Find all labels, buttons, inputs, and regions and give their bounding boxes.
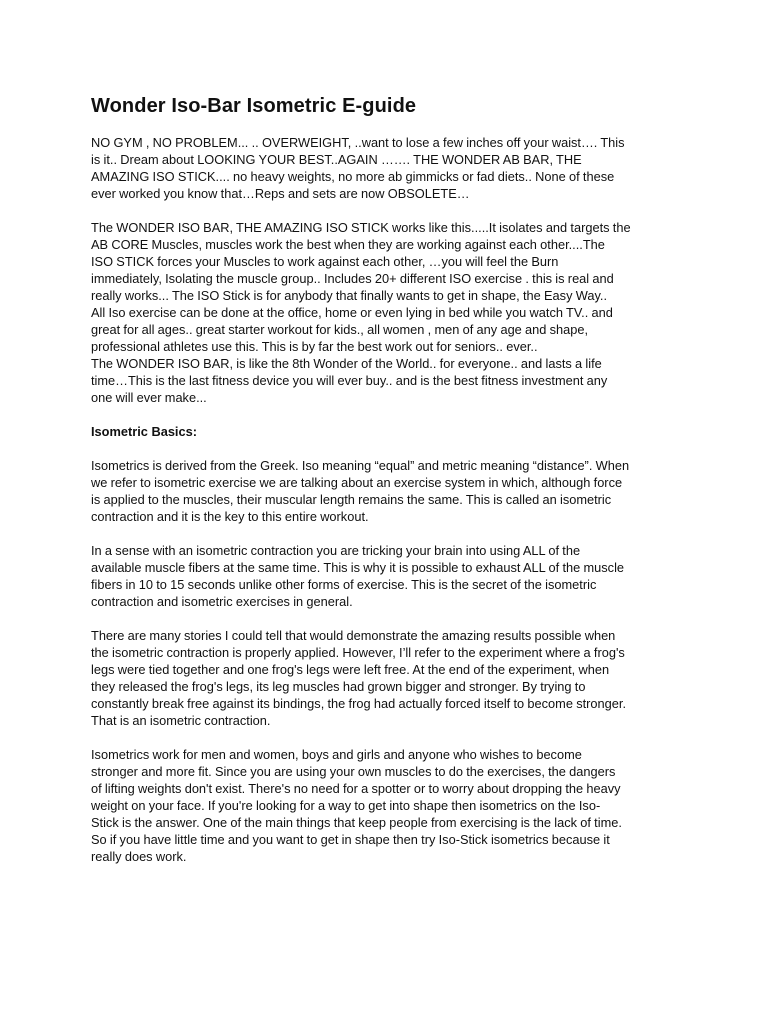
section-heading-isometric-basics: Isometric Basics: (91, 424, 197, 439)
body-paragraph-1: Isometrics is derived from the Greek. Iso meaning “equal” and metric meaning “distance”. When we refer to isometric exercise we are talking about an exercise system in which, although force is applied to the muscles, their muscular length remains the same. This is called an isometric contraction and it is the key to this entire workout. (91, 458, 630, 524)
intro-paragraph-3: The WONDER ISO BAR, is like the 8th Wonder of the World.. for everyone.. and lasts a life time…This is the last fitness device you will ever buy.. and is the best fitness investment any one will ever make... (91, 356, 608, 405)
intro-paragraph-1: NO GYM , NO PROBLEM... .. OVERWEIGHT, ..want to lose a few inches off your waist…. This is it.. Dream about LOOKING YOUR BEST..AGAIN ……. THE WONDER AB BAR, THE AMAZING ISO STICK.... no heavy weights, no more ab gimmicks or fad diets.. None of these ever worked you know that…Reps and sets are now OBSOLETE… (91, 135, 625, 201)
intro-paragraph-2: The WONDER ISO BAR, THE AMAZING ISO STICK works like this.....It isolates and targets the AB CORE Muscles, muscles work the best when they are working against each other....The ISO STICK forces your Muscles to work against each other, …you will feel the Burn immediately, Isolating the muscle group.. Includes 20+ different ISO exercise . this is real and really works... The ISO Stick is for anybody that finally wants to get in shape, the Easy Way.. All Iso exercise can be done at the office, home or even lying in bed while you watch TV.. and great for all ages.. great starter workout for kids., all women , men of any age and shape, professional athletes use this. This is by far the best work out for seniors.. ever.. (91, 220, 631, 354)
body-paragraph-4: Isometrics work for men and women, boys and girls and anyone who wishes to become stronger and more fit. Since you are using your own muscles to do the exercises, the dangers of lifting weights don't exist. There's no need for a spotter or to worry about dropping the heavy weight on your face. If you're looking for a way to get into shape then isometrics on the Iso- Stick is the answer. One of the main things that keep people from exercising is the lack of time. So if you have little time and you want to get in shape then try Iso-Stick isometrics because it really does work. (91, 747, 622, 864)
body-paragraph-3: There are many stories I could tell that would demonstrate the amazing results possible when the isometric contraction is properly applied. However, I’ll refer to the experiment where a frog's legs were tied together and one frog's legs were left free. At the end of the experiment, when they released the frog's legs, its leg muscles had grown bigger and stronger. By trying to constantly break free against its bindings, the frog had actually forced itself to become stronger. That is an isometric contraction. (91, 628, 626, 728)
document-page (91, 93, 683, 865)
body-paragraph-2: In a sense with an isometric contraction you are tricking your brain into using ALL of the available muscle fibers at the same time. This is why it is possible to exhaust ALL of the muscle fibers in 10 to 15 seconds unlike other forms of exercise. This is the secret of the isometric contraction and isometric exercises in general. (91, 543, 625, 609)
document-title: Wonder Iso-Bar Isometric E-guide (91, 95, 417, 117)
